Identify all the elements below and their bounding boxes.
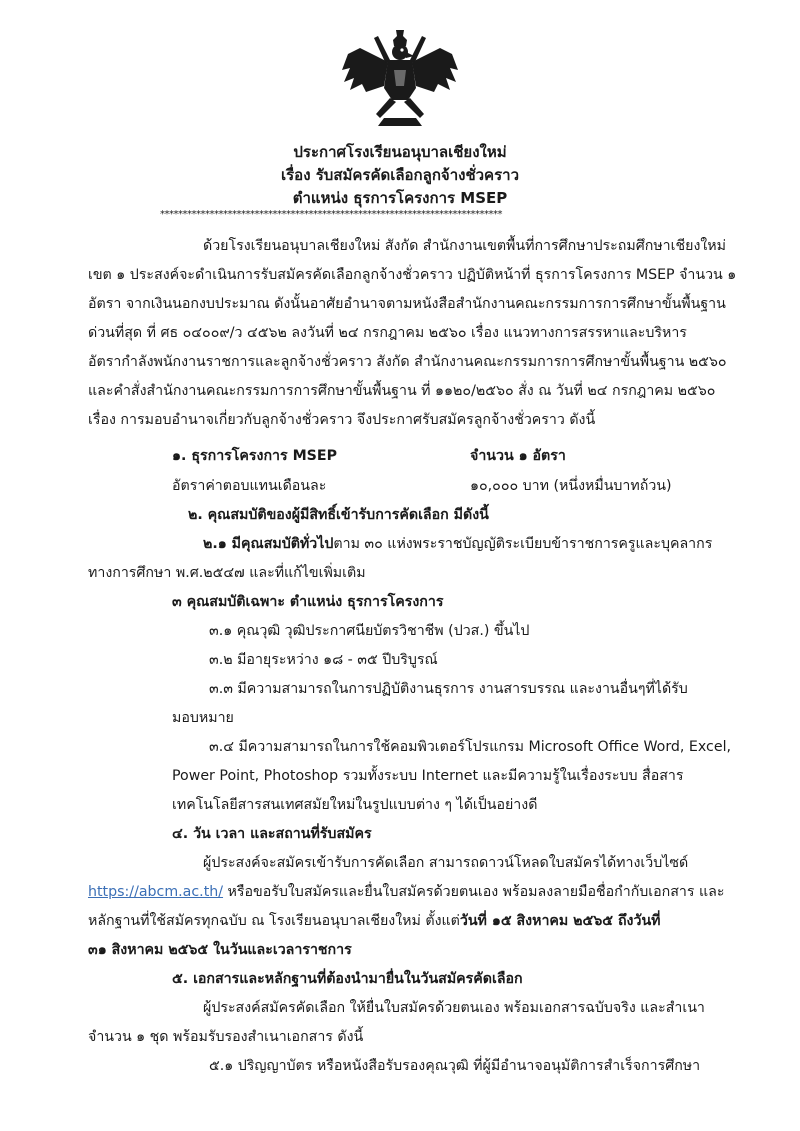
announcement-title: ประกาศโรงเรียนอนุบาลเชียงใหม่ — [293, 143, 507, 161]
section5-line1: ผู้ประสงค์สมัครคัดเลือก ให้ยื่นใบสมัครด้วยตนเอง พร้อมเอกสารฉบับจริง และสำเนา — [203, 1000, 705, 1016]
section3-item: มอบหมาย — [172, 710, 234, 726]
garuda-emblem-icon — [340, 30, 460, 128]
intro-line: เรื่อง การมอบอำนาจเกี่ยวกับลูกจ้างชั่วคราว จึงประกาศรับสมัครลูกจ้างชั่วคราว ดังนี้ — [88, 412, 596, 428]
section2-sub-bold: ๒.๑ มีคุณสมบัติทั่วไป — [203, 536, 334, 552]
section3-item: ๓.๓ มีความสามารถในการปฏิบัติงานธุรการ งานสารบรรณ และงานอื่นๆที่ได้รับ — [209, 681, 688, 697]
website-link[interactable]: https://abcm.ac.th/ — [88, 884, 224, 900]
section5-line2: จำนวน ๑ ชุด พร้อมรับรองสำเนาเอกสาร ดังนี้ — [88, 1029, 364, 1045]
section4-line2-rest: หรือขอรับใบสมัครและยื่นใบสมัครด้วยตนเอง พร้อมลงลายมือชื่อกำกับเอกสาร และ — [223, 884, 725, 900]
section3-heading: ๓ คุณสมบัติเฉพาะ ตำแหน่ง ธุรการโครงการ — [172, 594, 444, 610]
section4-line3-bold: วันที่ ๑๕ สิงหาคม ๒๕๖๕ ถึงวันที่ — [459, 913, 661, 929]
intro-line: และคำสั่งสำนักงานคณะกรรมการการศึกษาขั้นพื้นฐาน ที่ ๑๑๒๐/๒๕๖๐ สั่ง ณ วันที่ ๒๔ กรกฎาคม ๒๕๖๐ — [88, 383, 716, 399]
section3-item: ๓.๑ คุณวุฒิ วุฒิประกาศนียบัตรวิชาชีพ (ปวส.) ขึ้นไป — [209, 623, 530, 639]
section2-heading: ๒. คุณสมบัติของผู้มีสิทธิ์เข้ารับการคัดเลือก มีดังนี้ — [188, 507, 489, 523]
salary-value: ๑๐,๐๐๐ บาท (หนึ่งหมื่นบาทถ้วน) — [470, 478, 672, 494]
intro-line: เขต ๑ ประสงค์จะดำเนินการรับสมัครคัดเลือกลูกจ้างชั่วคราว ปฏิบัติหน้าที่ ธุรการโครงการ MSEP จำนวน ๑ — [88, 267, 737, 283]
section3-item: ๓.๔ มีความสามารถในการใช้คอมพิวเตอร์โปรแกรม Microsoft Office Word, Excel, — [209, 739, 732, 755]
item1-name: ๑. ธุรการโครงการ MSEP — [172, 448, 337, 464]
section5-item1: ๕.๑ ปริญญาบัตร หรือหนังสือรับรองคุณวุฒิ ที่ผู้มีอำนาจอนุมัติการสำเร็จการศึกษา — [209, 1058, 701, 1074]
section3-item: ๓.๒ มีอายุระหว่าง ๑๘ - ๓๕ ปีบริบูรณ์ — [209, 652, 438, 668]
section4-line1: ผู้ประสงค์จะสมัครเข้ารับการคัดเลือก สามารถดาวน์โหลดใบสมัครได้ทางเว็บไซด์ — [203, 855, 689, 871]
section2-sub-line2: ทางการศึกษา พ.ศ.๒๕๔๗ และที่แก้ไขเพิ่มเติม — [88, 565, 366, 581]
section2-sub-rest: ตาม ๓๐ แห่งพระราชบัญญัติระเบียบข้าราชการครูและบุคลากร — [333, 536, 713, 552]
announcement-subject: เรื่อง รับสมัครคัดเลือกลูกจ้างชั่วคราว — [281, 166, 519, 184]
intro-line: อัตรากำลังพนักงานราชการและลูกจ้างชั่วคราว สังกัด สำนักงานคณะกรรมการการศึกษาขั้นพื้นฐาน ๒๕๖๐ — [88, 354, 727, 370]
section3-item: Power Point, Photoshop รวมทั้งระบบ Internet และมีความรู้ในเรื่องระบบ สื่อสาร — [172, 768, 684, 784]
separator-stars: **************************************************************************** — [160, 209, 502, 220]
intro-line: ด้วยโรงเรียนอนุบาลเชียงใหม่ สังกัด สำนักงานเขตพื้นที่การศึกษาประถมศึกษาเชียงใหม่ — [203, 238, 727, 254]
section4-line4: ๓๑ สิงหาคม ๒๕๖๕ ในวันและเวลาราชการ — [88, 942, 352, 958]
section4-line3-normal: หลักฐานที่ใช้สมัครทุกฉบับ ณ โรงเรียนอนุบาลเชียงใหม่ ตั้งแต่ — [88, 913, 460, 929]
salary-label: อัตราค่าตอบแทนเดือนละ — [172, 478, 327, 494]
section2-sub — [203, 534, 712, 554]
intro-line: อัตรา จากเงินนอกงบประมาณ ดังนั้นอาศัยอำนาจตามหนังสือสำนักงานคณะกรรมการการศึกษาขั้นพื้นฐาน — [88, 296, 726, 312]
section5-heading: ๕. เอกสารและหลักฐานที่ต้องนำมายื่นในวันสมัครคัดเลือก — [172, 971, 523, 987]
section4-line3 — [88, 911, 661, 931]
section4-line2 — [88, 882, 724, 902]
announcement-position: ตำแหน่ง ธุรการโครงการ MSEP — [292, 189, 508, 207]
section3-item: เทคโนโลยีสารสนเทศสมัยใหม่ในรูปแบบต่าง ๆ ได้เป็นอย่างดี — [172, 797, 538, 813]
intro-line: ด่วนที่สุด ที่ ศธ ๐๔๐๐๙/ว ๔๕๖๒ ลงวันที่ ๒๔ กรกฎาคม ๒๕๖๐ เรื่อง แนวทางการสรรหาและบริหาร — [88, 325, 687, 341]
item1-count: จำนวน ๑ อัตรา — [470, 448, 566, 464]
section4-heading: ๔. วัน เวลา และสถานที่รับสมัคร — [172, 826, 372, 842]
